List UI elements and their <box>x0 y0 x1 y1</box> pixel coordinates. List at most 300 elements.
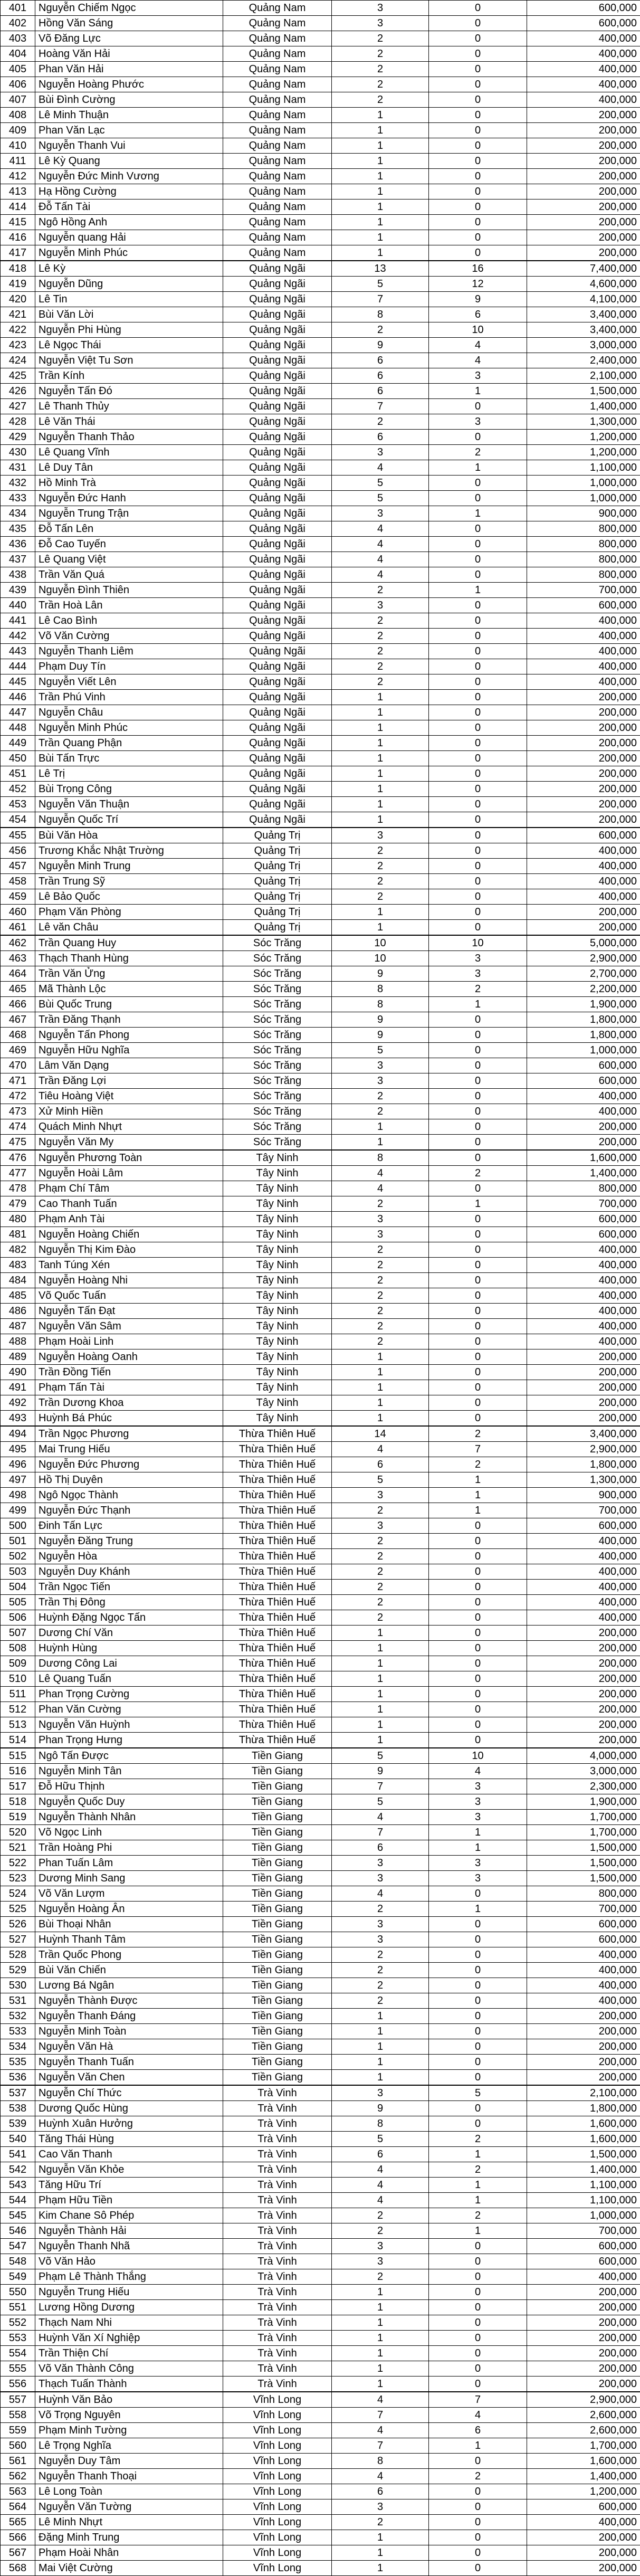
count-a-cell: 8 <box>332 1150 429 1166</box>
table-row <box>1 1058 640 1073</box>
province-cell: Tây Ninh <box>223 1258 332 1273</box>
amount-cell: 400,000 <box>527 1978 640 1993</box>
count-b-cell: 0 <box>429 2454 527 2469</box>
member-name-cell: Trần Thiện Chí <box>35 2346 223 2361</box>
row-number-cell: 407 <box>1 92 35 108</box>
table-row <box>1 843 640 859</box>
count-a-cell: 1 <box>332 215 429 230</box>
count-a-cell: 7 <box>332 2438 429 2454</box>
row-number-cell: 548 <box>1 2254 35 2269</box>
province-cell: Quảng Ngãi <box>223 338 332 353</box>
row-number-cell: 405 <box>1 62 35 77</box>
row-number-cell: 462 <box>1 935 35 951</box>
province-cell: Quảng Ngãi <box>223 659 332 674</box>
count-b-cell: 0 <box>429 2346 527 2361</box>
count-b-cell: 0 <box>429 108 527 123</box>
member-name-cell: Tanh Túng Xén <box>35 1258 223 1273</box>
count-b-cell: 0 <box>429 521 527 537</box>
amount-cell: 200,000 <box>527 1626 640 1641</box>
count-a-cell: 2 <box>332 322 429 338</box>
count-b-cell: 0 <box>429 2315 527 2331</box>
province-cell: Tây Ninh <box>223 1411 332 1427</box>
province-cell: Thừa Thiên Huế <box>223 1549 332 1564</box>
row-number-cell: 524 <box>1 1886 35 1902</box>
member-name-cell: Võ Quốc Tuấn <box>35 1288 223 1304</box>
province-cell: Quảng Nam <box>223 62 332 77</box>
count-a-cell: 3 <box>332 1058 429 1073</box>
province-cell: Tây Ninh <box>223 1212 332 1227</box>
row-number-cell: 471 <box>1 1073 35 1089</box>
row-number-cell: 491 <box>1 1380 35 1395</box>
count-a-cell: 1 <box>332 766 429 782</box>
count-a-cell: 1 <box>332 1365 429 1380</box>
province-cell: Quảng Trị <box>223 905 332 920</box>
province-cell: Tiền Giang <box>223 1810 332 1825</box>
count-b-cell: 0 <box>429 629 527 644</box>
count-b-cell: 0 <box>429 1733 527 1748</box>
amount-cell: 1,300,000 <box>527 414 640 430</box>
count-b-cell: 0 <box>429 644 527 659</box>
row-number-cell: 565 <box>1 2515 35 2530</box>
province-cell: Vĩnh Long <box>223 2423 332 2438</box>
count-a-cell: 3 <box>332 1871 429 1886</box>
member-name-cell: Phạm Chí Tâm <box>35 1181 223 1196</box>
table-row <box>1 2132 640 2147</box>
member-name-cell: Huỳnh Hùng <box>35 1641 223 1656</box>
table-row <box>1 2530 640 2545</box>
count-a-cell: 6 <box>332 1457 429 1472</box>
province-cell: Tiền Giang <box>223 1947 332 1963</box>
amount-cell: 3,000,000 <box>527 338 640 353</box>
amount-cell: 600,000 <box>527 1227 640 1242</box>
row-number-cell: 484 <box>1 1273 35 1288</box>
count-b-cell: 5 <box>429 2085 527 2101</box>
amount-cell: 1,000,000 <box>527 1043 640 1058</box>
row-number-cell: 490 <box>1 1365 35 1380</box>
count-b-cell: 0 <box>429 1886 527 1902</box>
count-b-cell: 6 <box>429 2423 527 2438</box>
count-a-cell: 1 <box>332 1641 429 1656</box>
count-a-cell: 4 <box>332 1181 429 1196</box>
row-number-cell: 554 <box>1 2346 35 2361</box>
table-row <box>1 62 640 77</box>
row-number-cell: 540 <box>1 2132 35 2147</box>
province-cell: Tây Ninh <box>223 1273 332 1288</box>
member-name-cell: Lê Thanh Thủy <box>35 399 223 414</box>
count-b-cell: 2 <box>429 982 527 997</box>
row-number-cell: 513 <box>1 1717 35 1733</box>
amount-cell: 700,000 <box>527 2223 640 2239</box>
amount-cell: 1,700,000 <box>527 1810 640 1825</box>
province-cell: Quảng Ngãi <box>223 690 332 705</box>
table-row <box>1 1028 640 1043</box>
count-b-cell: 0 <box>429 2285 527 2300</box>
amount-cell: 200,000 <box>527 2009 640 2024</box>
province-cell: Tiền Giang <box>223 1840 332 1856</box>
row-number-cell: 429 <box>1 430 35 445</box>
province-cell: Thừa Thiên Huế <box>223 1626 332 1641</box>
member-name-cell: Phạm Hoài Nhân <box>35 2545 223 2561</box>
table-row <box>1 2392 640 2408</box>
amount-cell: 200,000 <box>527 2561 640 2576</box>
member-name-cell: Hạ Hồng Cường <box>35 184 223 199</box>
province-cell: Thừa Thiên Huế <box>223 1518 332 1534</box>
count-b-cell: 1 <box>429 2178 527 2193</box>
count-b-cell: 3 <box>429 368 527 384</box>
amount-cell: 200,000 <box>527 199 640 215</box>
count-b-cell: 0 <box>429 1212 527 1227</box>
amount-cell: 400,000 <box>527 674 640 690</box>
row-number-cell: 564 <box>1 2499 35 2515</box>
count-a-cell: 5 <box>332 1794 429 1810</box>
table-row <box>1 1457 640 1472</box>
amount-cell: 200,000 <box>527 2331 640 2346</box>
amount-cell: 200,000 <box>527 920 640 936</box>
member-name-cell: Võ Đăng Lực <box>35 31 223 46</box>
table-row <box>1 598 640 613</box>
member-name-cell: Phan Trọng Hưng <box>35 1733 223 1748</box>
row-number-cell: 545 <box>1 2208 35 2223</box>
count-b-cell: 1 <box>429 583 527 598</box>
amount-cell: 4,600,000 <box>527 277 640 292</box>
province-cell: Tây Ninh <box>223 1365 332 1380</box>
count-b-cell: 3 <box>429 414 527 430</box>
count-a-cell: 3 <box>332 828 429 843</box>
row-number-cell: 514 <box>1 1733 35 1748</box>
table-row <box>1 1334 640 1349</box>
member-name-cell: Đỗ Hữu Thịnh <box>35 1779 223 1794</box>
member-name-cell: Nguyễn Viết Lên <box>35 674 223 690</box>
row-number-cell: 455 <box>1 828 35 843</box>
row-number-cell: 509 <box>1 1656 35 1671</box>
province-cell: Quảng Ngãi <box>223 644 332 659</box>
count-b-cell: 0 <box>429 1641 527 1656</box>
count-a-cell: 2 <box>332 2515 429 2530</box>
amount-cell: 200,000 <box>527 215 640 230</box>
amount-cell: 400,000 <box>527 874 640 889</box>
count-a-cell: 1 <box>332 1135 429 1151</box>
table-row <box>1 1395 640 1411</box>
amount-cell: 400,000 <box>527 1089 640 1104</box>
count-a-cell: 7 <box>332 1779 429 1794</box>
table-row <box>1 613 640 629</box>
member-name-cell: Võ Ngọc Linh <box>35 1825 223 1840</box>
member-name-cell: Trần Đăng Thạnh <box>35 1012 223 1028</box>
province-cell: Trà Vinh <box>223 2147 332 2162</box>
count-b-cell: 6 <box>429 307 527 322</box>
province-cell: Vĩnh Long <box>223 2392 332 2408</box>
member-name-cell: Nguyễn Thành Hải <box>35 2223 223 2239</box>
count-a-cell: 10 <box>332 935 429 951</box>
count-b-cell: 1 <box>429 1503 527 1518</box>
table-row <box>1 2024 640 2039</box>
count-b-cell: 0 <box>429 2055 527 2070</box>
member-name-cell: Mai Trung Hiếu <box>35 1442 223 1457</box>
table-row <box>1 169 640 184</box>
member-name-cell: Nguyễn Đình Thiên <box>35 583 223 598</box>
amount-cell: 800,000 <box>527 1181 640 1196</box>
count-a-cell: 3 <box>332 2499 429 2515</box>
member-name-cell: Lê Quang Vĩnh <box>35 445 223 460</box>
amount-cell: 200,000 <box>527 138 640 154</box>
amount-cell: 600,000 <box>527 1932 640 1947</box>
province-cell: Quảng Ngãi <box>223 521 332 537</box>
count-b-cell: 3 <box>429 1856 527 1871</box>
amount-cell: 2,400,000 <box>527 353 640 368</box>
table-row <box>1 766 640 782</box>
province-cell: Quảng Nam <box>223 215 332 230</box>
count-a-cell: 3 <box>332 1856 429 1871</box>
count-b-cell: 0 <box>429 782 527 797</box>
province-cell: Tây Ninh <box>223 1150 332 1166</box>
count-a-cell: 8 <box>332 982 429 997</box>
amount-cell: 800,000 <box>527 1886 640 1902</box>
member-name-cell: Phạm Lê Thành Thắng <box>35 2269 223 2285</box>
count-a-cell: 2 <box>332 1580 429 1595</box>
amount-cell: 1,500,000 <box>527 1856 640 1871</box>
province-cell: Quảng Ngãi <box>223 277 332 292</box>
table-row <box>1 2039 640 2055</box>
table-row <box>1 230 640 245</box>
province-cell: Tiền Giang <box>223 1748 332 1764</box>
member-name-cell: Lê văn Châu <box>35 920 223 936</box>
table-row <box>1 414 640 430</box>
amount-cell: 400,000 <box>527 1947 640 1963</box>
table-row <box>1 1978 640 1993</box>
count-b-cell: 0 <box>429 1258 527 1273</box>
province-cell: Sóc Trăng <box>223 1028 332 1043</box>
table-row <box>1 751 640 766</box>
table-row <box>1 460 640 476</box>
amount-cell: 700,000 <box>527 1196 640 1212</box>
member-name-cell: Nguyễn Dũng <box>35 277 223 292</box>
member-name-cell: Nguyễn Đức Hanh <box>35 491 223 506</box>
table-row <box>1 1917 640 1932</box>
count-a-cell: 1 <box>332 123 429 138</box>
amount-cell: 1,800,000 <box>527 1457 640 1472</box>
table-row <box>1 1963 640 1978</box>
amount-cell: 200,000 <box>527 2545 640 2561</box>
amount-cell: 400,000 <box>527 1334 640 1349</box>
count-a-cell: 1 <box>332 690 429 705</box>
count-a-cell: 5 <box>332 1748 429 1764</box>
table-row <box>1 138 640 154</box>
province-cell: Tây Ninh <box>223 1395 332 1411</box>
count-b-cell: 0 <box>429 1150 527 1166</box>
count-a-cell: 4 <box>332 552 429 567</box>
count-b-cell: 3 <box>429 1779 527 1794</box>
member-name-cell: Lê Văn Thái <box>35 414 223 430</box>
amount-cell: 3,000,000 <box>527 1764 640 1779</box>
member-name-cell: Nguyễn Tấn Đạt <box>35 1304 223 1319</box>
row-number-cell: 488 <box>1 1334 35 1349</box>
member-name-cell: Nguyễn Đức Phương <box>35 1457 223 1472</box>
count-a-cell: 1 <box>332 2070 429 2086</box>
member-name-cell: Phạm Văn Phòng <box>35 905 223 920</box>
member-name-cell: Nguyễn Văn Huỳnh <box>35 1717 223 1733</box>
count-a-cell: 2 <box>332 1963 429 1978</box>
row-number-cell: 519 <box>1 1810 35 1825</box>
count-b-cell: 0 <box>429 245 527 261</box>
province-cell: Quảng Ngãi <box>223 583 332 598</box>
row-number-cell: 457 <box>1 859 35 874</box>
row-number-cell: 515 <box>1 1748 35 1764</box>
row-number-cell: 410 <box>1 138 35 154</box>
count-a-cell: 5 <box>332 491 429 506</box>
row-number-cell: 555 <box>1 2361 35 2377</box>
province-cell: Thừa Thiên Huế <box>223 1610 332 1626</box>
amount-cell: 1,000,000 <box>527 491 640 506</box>
count-a-cell: 1 <box>332 812 429 828</box>
count-a-cell: 2 <box>332 1319 429 1334</box>
row-number-cell: 469 <box>1 1043 35 1058</box>
table-row <box>1 1641 640 1656</box>
count-b-cell: 0 <box>429 720 527 736</box>
member-name-cell: Phan Văn Cường <box>35 1702 223 1717</box>
table-row <box>1 1580 640 1595</box>
province-cell: Vĩnh Long <box>223 2515 332 2530</box>
amount-cell: 200,000 <box>527 154 640 169</box>
amount-cell: 200,000 <box>527 905 640 920</box>
row-number-cell: 465 <box>1 982 35 997</box>
row-number-cell: 507 <box>1 1626 35 1641</box>
member-name-cell: Hồ Thị Duyên <box>35 1472 223 1488</box>
province-cell: Tây Ninh <box>223 1288 332 1304</box>
table-row <box>1 430 640 445</box>
row-number-cell: 438 <box>1 567 35 583</box>
row-number-cell: 404 <box>1 46 35 62</box>
amount-cell: 200,000 <box>527 736 640 751</box>
count-a-cell: 1 <box>332 1395 429 1411</box>
amount-cell: 200,000 <box>527 2055 640 2070</box>
amount-cell: 600,000 <box>527 1212 640 1227</box>
count-a-cell: 8 <box>332 2116 429 2132</box>
amount-cell: 600,000 <box>527 1073 640 1089</box>
province-cell: Trà Vinh <box>223 2085 332 2101</box>
table-row <box>1 2469 640 2484</box>
table-row <box>1 1488 640 1503</box>
count-b-cell: 2 <box>429 1457 527 1472</box>
row-number-cell: 502 <box>1 1549 35 1564</box>
count-a-cell: 4 <box>332 2469 429 2484</box>
table-row <box>1 674 640 690</box>
member-name-cell: Lê Long Toàn <box>35 2484 223 2499</box>
count-a-cell: 9 <box>332 1764 429 1779</box>
province-cell: Tây Ninh <box>223 1242 332 1258</box>
count-a-cell: 4 <box>332 2392 429 2408</box>
count-a-cell: 2 <box>332 1564 429 1580</box>
row-number-cell: 517 <box>1 1779 35 1794</box>
amount-cell: 400,000 <box>527 613 640 629</box>
table-row <box>1 1135 640 1151</box>
table-row <box>1 2454 640 2469</box>
row-number-cell: 497 <box>1 1472 35 1488</box>
row-number-cell: 461 <box>1 920 35 936</box>
member-name-cell: Lê Cao Bình <box>35 613 223 629</box>
count-a-cell: 2 <box>332 1273 429 1288</box>
count-a-cell: 1 <box>332 1119 429 1135</box>
row-number-cell: 568 <box>1 2561 35 2576</box>
province-cell: Tây Ninh <box>223 1304 332 1319</box>
amount-cell: 200,000 <box>527 2315 640 2331</box>
province-cell: Tiền Giang <box>223 1871 332 1886</box>
row-number-cell: 426 <box>1 384 35 399</box>
table-row <box>1 1810 640 1825</box>
member-name-cell: Phạm Tấn Tài <box>35 1380 223 1395</box>
member-name-cell: Thạch Nam Nhi <box>35 2315 223 2331</box>
count-a-cell: 6 <box>332 1840 429 1856</box>
member-name-cell: Bùi Văn Chiến <box>35 1963 223 1978</box>
table-row <box>1 629 640 644</box>
province-cell: Sóc Trăng <box>223 1089 332 1104</box>
count-b-cell: 2 <box>429 2469 527 2484</box>
table-row <box>1 659 640 674</box>
table-row <box>1 1825 640 1840</box>
count-b-cell: 0 <box>429 2070 527 2086</box>
member-name-cell: Nguyễn Trung Hiếu <box>35 2285 223 2300</box>
member-name-cell: Trần Phú Vinh <box>35 690 223 705</box>
count-a-cell: 2 <box>332 414 429 430</box>
member-name-cell: Tiêu Hoàng Việt <box>35 1089 223 1104</box>
table-row <box>1 2162 640 2178</box>
province-cell: Quảng Ngãi <box>223 613 332 629</box>
province-cell: Quảng Ngãi <box>223 766 332 782</box>
row-number-cell: 470 <box>1 1058 35 1073</box>
member-name-cell: Nguyễn Đức Thạnh <box>35 1503 223 1518</box>
count-a-cell: 2 <box>332 1258 429 1273</box>
member-name-cell: Dương Công Lai <box>35 1656 223 1671</box>
count-a-cell: 2 <box>332 1334 429 1349</box>
table-row <box>1 2438 640 2454</box>
count-b-cell: 0 <box>429 1349 527 1365</box>
table-row <box>1 184 640 199</box>
count-b-cell: 1 <box>429 506 527 521</box>
member-name-cell: Trần Văn Ửng <box>35 966 223 982</box>
count-b-cell: 0 <box>429 567 527 583</box>
count-a-cell: 2 <box>332 77 429 92</box>
amount-cell: 1,500,000 <box>527 384 640 399</box>
row-number-cell: 454 <box>1 812 35 828</box>
member-name-cell: Bùi Tấn Trực <box>35 751 223 766</box>
table-row <box>1 384 640 399</box>
row-number-cell: 500 <box>1 1518 35 1534</box>
member-name-cell: Hoàng Văn Hải <box>35 46 223 62</box>
province-cell: Quảng Nam <box>223 31 332 46</box>
amount-cell: 200,000 <box>527 751 640 766</box>
table-row <box>1 215 640 230</box>
count-a-cell: 1 <box>332 1411 429 1427</box>
member-name-cell: Nguyễn Thanh Thảo <box>35 430 223 445</box>
table-row <box>1 1702 640 1717</box>
member-name-cell: Võ Văn Thành Công <box>35 2361 223 2377</box>
province-cell: Quảng Ngãi <box>223 368 332 384</box>
row-number-cell: 541 <box>1 2147 35 2162</box>
count-a-cell: 8 <box>332 307 429 322</box>
province-cell: Vĩnh Long <box>223 2561 332 2576</box>
member-name-cell: Huỳnh Văn Bảo <box>35 2392 223 2408</box>
count-a-cell: 1 <box>332 2055 429 2070</box>
member-name-cell: Nguyễn Hoàng Nhi <box>35 1273 223 1288</box>
count-a-cell: 1 <box>332 2377 429 2392</box>
member-name-cell: Nguyễn Thanh Vui <box>35 138 223 154</box>
member-name-cell: Nguyễn Phương Toàn <box>35 1150 223 1166</box>
member-name-cell: Phan Tuấn Lâm <box>35 1856 223 1871</box>
member-name-cell: Đỗ Cao Tuyến <box>35 537 223 552</box>
row-number-cell: 419 <box>1 277 35 292</box>
count-b-cell: 0 <box>429 1518 527 1534</box>
province-cell: Quảng Nam <box>223 245 332 261</box>
table-row <box>1 46 640 62</box>
